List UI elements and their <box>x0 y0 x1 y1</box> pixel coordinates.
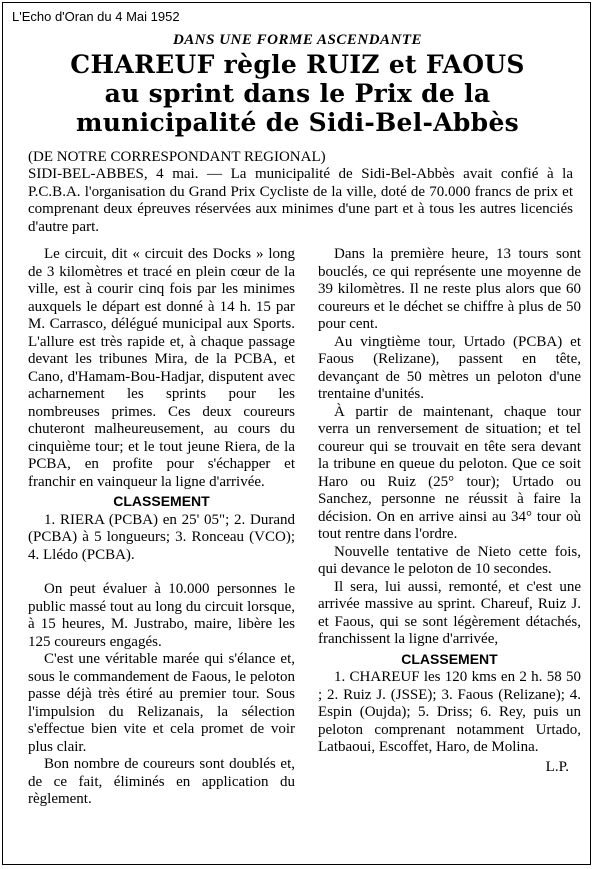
paragraph: On peut évaluer à 10.000 personnes le public massé tout au long du circuit lorsque, à 15 heures, M. Justrabo, maire, libère les 125 coureurs engagés. <box>28 581 295 650</box>
paragraph: Bon nombre de coureurs sont doublés et, de ce fait, éliminés en application du règlement. <box>28 756 295 807</box>
paragraph: Au vingtième tour, Urtado (PCBA) et Faous (Relizane), passent en tête, devançant de 50 mètres un peloton d'une trentaine d'unités. <box>318 333 581 402</box>
headline-line-3: municipalité de Sidi-Bel-Abbès <box>75 108 520 137</box>
column-left <box>28 246 295 809</box>
kicker: DANS UNE FORME ASCENDANTE <box>172 32 423 48</box>
classement-title: CLASSEMENT <box>113 493 210 509</box>
headline-line-1: CHAREUF règle RUIZ et FAOUS <box>70 50 525 79</box>
headline-line-2: au sprint dans le Prix de la <box>104 79 491 108</box>
paragraph: C'est une véritable marée qui s'élance et, sous le commandement de Faous, le peloton passe déjà très étiré au premier tour. Sous l'impulsion du Relizanais, la sélection s'effectue bien vite et cela promet de voir plus clair. <box>28 651 295 755</box>
headline <box>0 50 595 137</box>
paragraph: À partir de maintenant, chaque tour verra un renversement de situation; et tel coureur qui se trouvait en tête sera devant la tribune en queue du peloton. Que ce soit Haro ou Ruiz (25° tour); Urtado ou Sanchez, personne ne réussit à faire la décision. On en arrive ainsi au 34° tour où tout rentre dans l'ordre. <box>318 403 581 542</box>
column-right <box>318 246 581 776</box>
paragraph: Le circuit, dit « circuit des Docks » long de 3 kilomètres et tracé en plein cœur de la ville, est à courir cinq fois par les minimes auxquels le départ est donné à 14 h. 15 par M. Carrasco, délégué municipal aux Sports. L'allure est très rapide et, à chaque passage devant les tribunes Mira, de la PCBA, et Cano, d'Hamam-Bou-Hadjar, disputent avec acharnement les sprints pour les nombreuses primes. Ces deux coureurs chuteront malheureusement, au cours du cinquième tour; et le tout jeune Riera, de la PCBA, en profite pour s'échapper et franchir en vainqueur la ligne d'arrivée. <box>28 246 295 490</box>
source-line: L'Echo d'Oran du 4 Mai 1952 <box>12 9 180 24</box>
byline: (DE NOTRE CORRESPONDANT REGIONAL) <box>28 149 326 165</box>
signature: L.P. <box>545 758 569 775</box>
spacer <box>28 564 295 581</box>
classement-results: 1. CHAREUF les 120 kms en 2 h. 58 50 ; 2. Ruiz J. (JSSE); 3. Faous (Relizane); 4. Espin (Oujda); 5. Driss; 6. Rey, puis un peloton comprenant notamment Urtado, Latbaoui, Escoffet, Haro, de Molina. <box>318 669 581 755</box>
classement-results: 1. RIERA (PCBA) en 25' 05"; 2. Durand (PCBA) à 5 longueurs; 3. Ronceau (VCO); 4. Llédo (PCBA). <box>28 511 295 563</box>
paragraph: Nouvelle tentative de Nieto cette fois, qui devance le peloton de 10 secondes. <box>318 543 581 577</box>
paragraph: Dans la première heure, 13 tours sont bouclés, ce qui représente une moyenne de 39 kilomètres. Il ne reste plus alors que 60 coureurs et le déchet se chiffre à plus de 50 pour cent. <box>318 246 581 332</box>
lede-paragraph: SIDI-BEL-ABBES, 4 mai. — La municipalité de Sidi-Bel-Abbès avait confié à la P.C.B.A. l'organisation du Grand Prix Cycliste de la ville, doté de 70.000 francs de prix et comprenant deux épreuves réservées aux minimes d'une part et à tous les autres licenciés d'autre part. <box>28 166 573 235</box>
classement-title: CLASSEMENT <box>401 650 498 667</box>
paragraph: Il sera, lui aussi, remonté, et c'est une arrivée massive au sprint. Chareuf, Ruiz J. et Faous, qui se sont légèrement détachés, franchissent la ligne d'arrivée, <box>318 578 581 647</box>
